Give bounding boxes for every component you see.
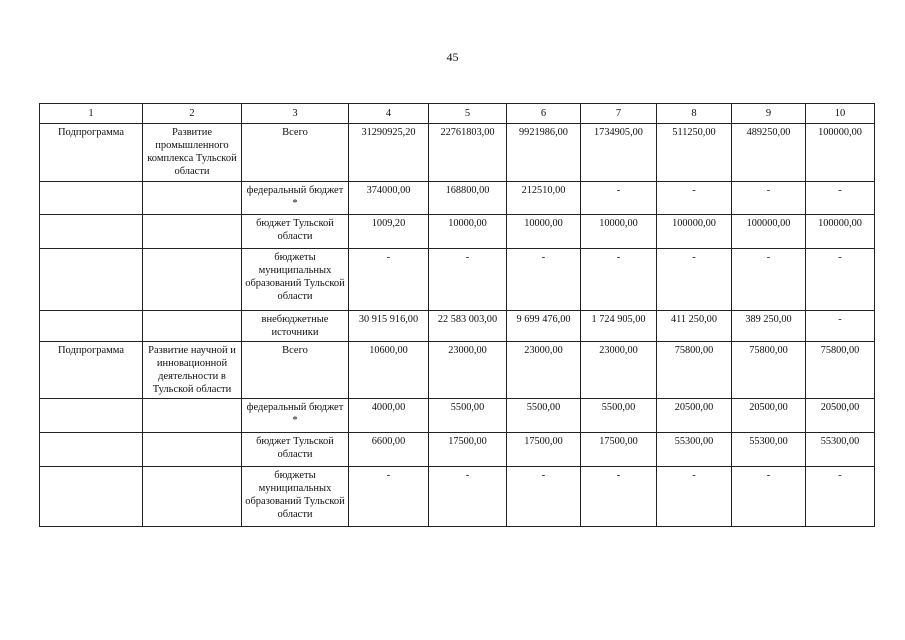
- value-cell: 10000,00: [581, 215, 657, 249]
- value-cell: -: [349, 467, 429, 527]
- value-cell: 9921986,00: [507, 124, 581, 182]
- funding-source-cell: Всего: [242, 342, 349, 399]
- value-cell: -: [732, 249, 806, 311]
- value-cell: 212510,00: [507, 182, 581, 215]
- value-cell: -: [806, 182, 875, 215]
- value-cell: -: [429, 467, 507, 527]
- table-row: [40, 467, 875, 527]
- value-cell: 20500,00: [806, 399, 875, 433]
- subprogram-name-cell: [143, 249, 242, 311]
- value-cell: -: [657, 182, 732, 215]
- value-cell: -: [732, 467, 806, 527]
- table-row: [40, 249, 875, 311]
- program-cell: [40, 399, 143, 433]
- header-row: [40, 104, 875, 124]
- value-cell: 17500,00: [429, 433, 507, 467]
- value-cell: -: [581, 467, 657, 527]
- table-row: [40, 342, 875, 399]
- value-cell: 5500,00: [429, 399, 507, 433]
- funding-source-cell: бюджет Тульской области: [242, 433, 349, 467]
- column-header: 3: [242, 104, 349, 124]
- value-cell: 55300,00: [732, 433, 806, 467]
- value-cell: 23000,00: [581, 342, 657, 399]
- value-cell: 23000,00: [429, 342, 507, 399]
- column-header: 6: [507, 104, 581, 124]
- value-cell: 5500,00: [507, 399, 581, 433]
- value-cell: 100000,00: [806, 124, 875, 182]
- funding-source-cell: бюджеты муниципальных образований Тульской области: [242, 467, 349, 527]
- value-cell: 489250,00: [732, 124, 806, 182]
- value-cell: -: [429, 249, 507, 311]
- value-cell: 17500,00: [581, 433, 657, 467]
- program-cell: [40, 433, 143, 467]
- funding-source-cell: федеральный бюджет *: [242, 182, 349, 215]
- value-cell: 100000,00: [806, 215, 875, 249]
- value-cell: -: [507, 467, 581, 527]
- funding-source-cell: федеральный бюджет *: [242, 399, 349, 433]
- column-header: 1: [40, 104, 143, 124]
- table-row: [40, 399, 875, 433]
- value-cell: 20500,00: [657, 399, 732, 433]
- subprogram-name-cell: [143, 215, 242, 249]
- program-cell: [40, 249, 143, 311]
- value-cell: 374000,00: [349, 182, 429, 215]
- value-cell: -: [507, 249, 581, 311]
- value-cell: -: [657, 249, 732, 311]
- program-cell: [40, 215, 143, 249]
- value-cell: 75800,00: [806, 342, 875, 399]
- value-cell: 22 583 003,00: [429, 311, 507, 342]
- subprogram-name-cell: [143, 311, 242, 342]
- funding-source-cell: Всего: [242, 124, 349, 182]
- column-header: 5: [429, 104, 507, 124]
- page-number: 45: [446, 50, 459, 64]
- column-header: 4: [349, 104, 429, 124]
- value-cell: -: [806, 467, 875, 527]
- table-row: [40, 124, 875, 182]
- value-cell: -: [581, 249, 657, 311]
- table-row: [40, 215, 875, 249]
- column-header: 7: [581, 104, 657, 124]
- table-row: [40, 182, 875, 215]
- program-cell: [40, 311, 143, 342]
- value-cell: -: [657, 467, 732, 527]
- value-cell: 10600,00: [349, 342, 429, 399]
- funding-source-cell: внебюджетные источники: [242, 311, 349, 342]
- value-cell: 23000,00: [507, 342, 581, 399]
- value-cell: 10000,00: [507, 215, 581, 249]
- value-cell: 30 915 916,00: [349, 311, 429, 342]
- value-cell: -: [806, 249, 875, 311]
- value-cell: 389 250,00: [732, 311, 806, 342]
- subprogram-name-cell: Развитие промышленного комплекса Тульской области: [143, 124, 242, 182]
- column-header: 10: [806, 104, 875, 124]
- value-cell: 1009,20: [349, 215, 429, 249]
- value-cell: 168800,00: [429, 182, 507, 215]
- table-row: [40, 311, 875, 342]
- value-cell: -: [349, 249, 429, 311]
- value-cell: 17500,00: [507, 433, 581, 467]
- value-cell: 75800,00: [732, 342, 806, 399]
- subprogram-name-cell: [143, 182, 242, 215]
- table-row: [40, 433, 875, 467]
- value-cell: 10000,00: [429, 215, 507, 249]
- subprogram-name-cell: Развитие научной и инновационной деятельности в Тульской области: [143, 342, 242, 399]
- value-cell: -: [732, 182, 806, 215]
- value-cell: 22761803,00: [429, 124, 507, 182]
- value-cell: 411 250,00: [657, 311, 732, 342]
- funding-source-cell: бюджет Тульской области: [242, 215, 349, 249]
- value-cell: 1734905,00: [581, 124, 657, 182]
- program-cell: [40, 467, 143, 527]
- subprogram-name-cell: [143, 399, 242, 433]
- program-cell: [40, 182, 143, 215]
- value-cell: 31290925,20: [349, 124, 429, 182]
- value-cell: 55300,00: [657, 433, 732, 467]
- subprogram-name-cell: [143, 467, 242, 527]
- value-cell: 100000,00: [657, 215, 732, 249]
- funding-source-cell: бюджеты муниципальных образований Тульской области: [242, 249, 349, 311]
- value-cell: 1 724 905,00: [581, 311, 657, 342]
- program-cell: Подпрограмма: [40, 124, 143, 182]
- value-cell: 9 699 476,00: [507, 311, 581, 342]
- value-cell: -: [581, 182, 657, 215]
- value-cell: 100000,00: [732, 215, 806, 249]
- value-cell: -: [806, 311, 875, 342]
- column-header: 9: [732, 104, 806, 124]
- value-cell: 4000,00: [349, 399, 429, 433]
- budget-table: [39, 103, 875, 527]
- column-header: 2: [143, 104, 242, 124]
- value-cell: 5500,00: [581, 399, 657, 433]
- value-cell: 55300,00: [806, 433, 875, 467]
- value-cell: 75800,00: [657, 342, 732, 399]
- value-cell: 6600,00: [349, 433, 429, 467]
- program-cell: Подпрограмма: [40, 342, 143, 399]
- value-cell: 511250,00: [657, 124, 732, 182]
- subprogram-name-cell: [143, 433, 242, 467]
- value-cell: 20500,00: [732, 399, 806, 433]
- column-header: 8: [657, 104, 732, 124]
